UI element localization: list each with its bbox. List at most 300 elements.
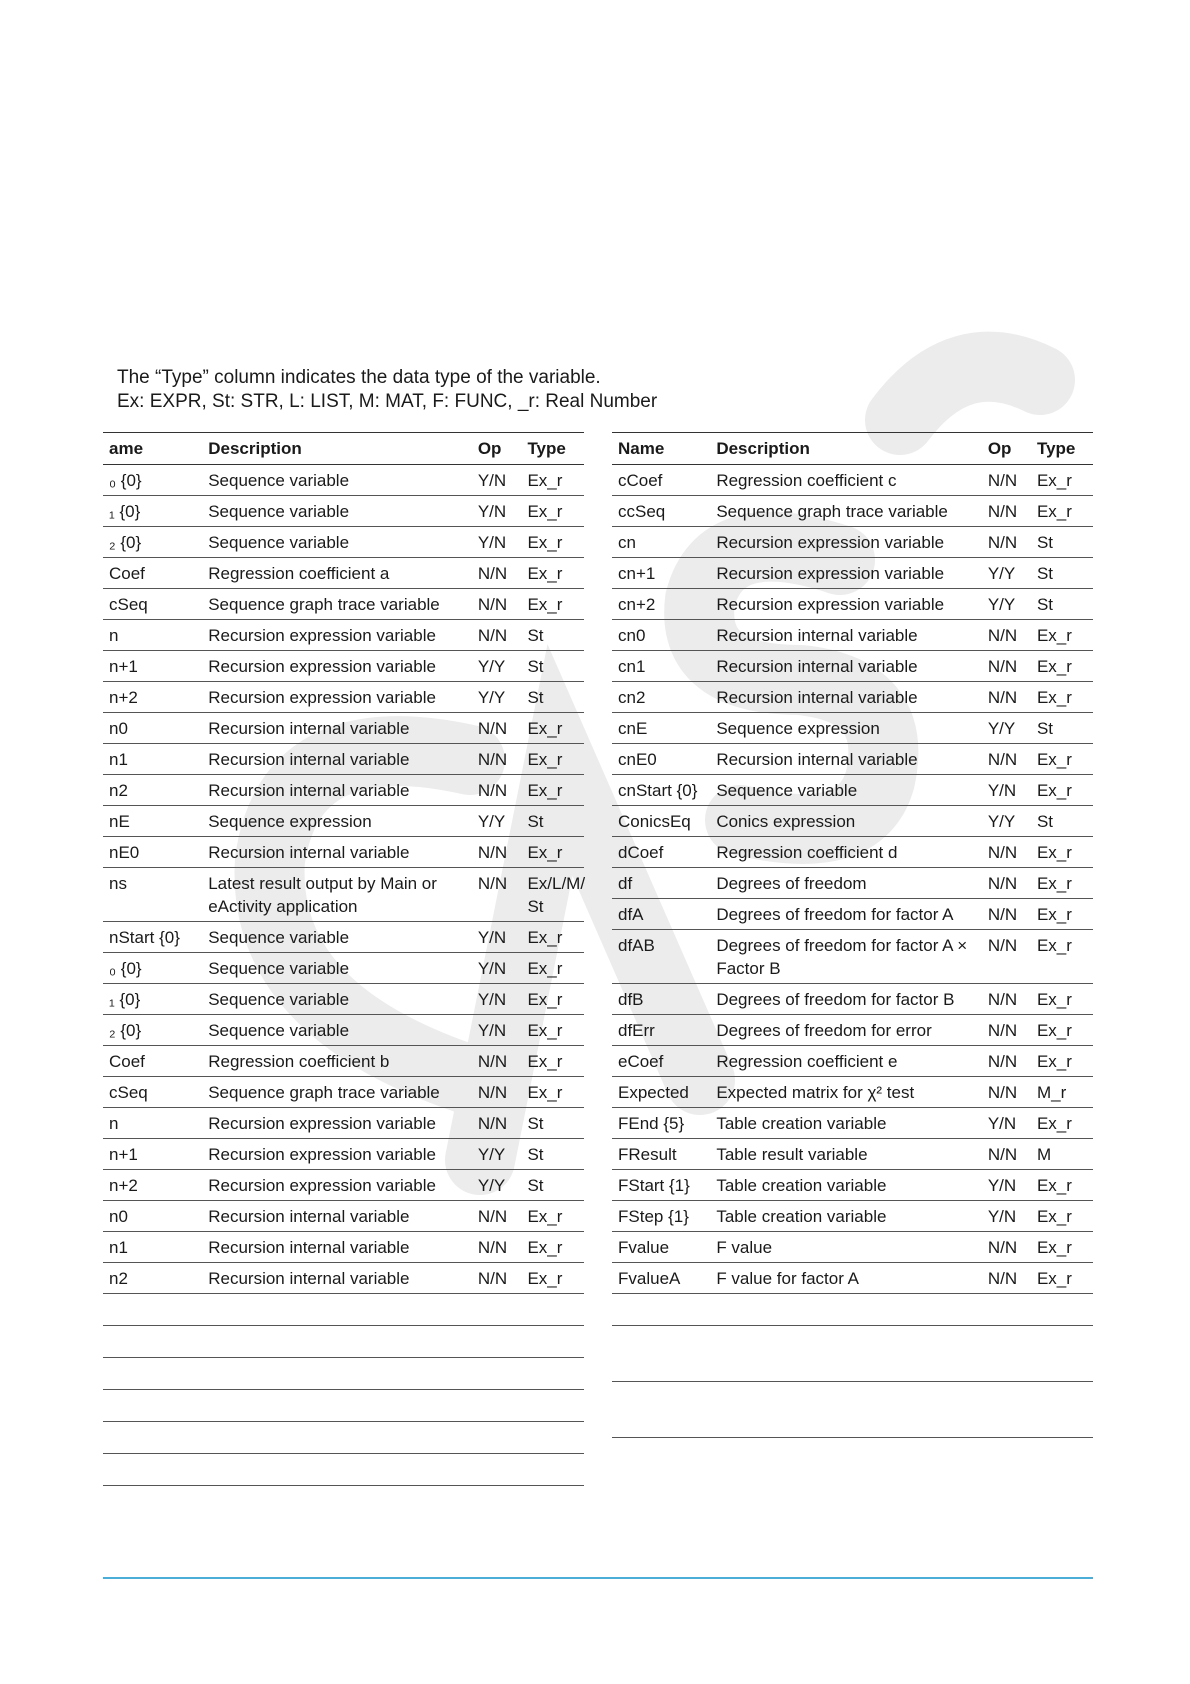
cell-description: Recursion expression variable [202, 620, 472, 651]
table-body [103, 465, 584, 1486]
table-row [612, 1015, 1093, 1046]
cell-name: Expected [612, 1077, 710, 1108]
cell-name: cn1 [612, 651, 710, 682]
header-op: Op [982, 433, 1031, 465]
cell-name: cn+1 [612, 558, 710, 589]
cell-op: N/N [982, 1015, 1031, 1046]
cell-type: Ex_r [1031, 837, 1093, 868]
cell-type: Ex_r [1031, 1015, 1093, 1046]
variables-table-right [612, 432, 1093, 1438]
table-row [103, 1263, 584, 1294]
table-row [612, 837, 1093, 868]
cell-op: N/N [472, 744, 522, 775]
cell-op: N/N [472, 589, 522, 620]
empty-row [103, 1294, 584, 1326]
table-row [103, 1108, 584, 1139]
cell-op: N/N [982, 744, 1031, 775]
cell-name: n2 [103, 1263, 202, 1294]
cell-op: Y/Y [472, 1170, 522, 1201]
cell-op: N/N [982, 527, 1031, 558]
cell-op: N/N [472, 1263, 522, 1294]
cell-type: Ex_r [1031, 1170, 1093, 1201]
empty-cell [202, 1390, 472, 1422]
cell-op: N/N [472, 1201, 522, 1232]
empty-cell [521, 1326, 584, 1358]
table-row [103, 496, 584, 527]
cell-type: St [521, 620, 584, 651]
cell-description: Sequence variable [202, 922, 472, 953]
cell-name: df [612, 868, 710, 899]
table-row [103, 1232, 584, 1263]
cell-op: Y/N [982, 775, 1031, 806]
cell-name: dfA [612, 899, 710, 930]
cell-name: FStep {1} [612, 1201, 710, 1232]
cell-name: Coef [103, 558, 202, 589]
table-row [103, 1170, 584, 1201]
cell-name: n+1 [103, 651, 202, 682]
cell-name: n2 [103, 775, 202, 806]
cell-op: Y/N [472, 496, 522, 527]
empty-cell [1031, 1294, 1093, 1326]
cell-name: ccSeq [612, 496, 710, 527]
cell-type: St [521, 682, 584, 713]
table-row [612, 1108, 1093, 1139]
cell-name: FvalueA [612, 1263, 710, 1294]
table-row [612, 930, 1093, 984]
cell-type: St [1031, 558, 1093, 589]
cell-name: n [103, 1108, 202, 1139]
empty-row [103, 1422, 584, 1454]
cell-description: Sequence graph trace variable [202, 1077, 472, 1108]
cell-description: Sequence variable [202, 1015, 472, 1046]
cell-description: Recursion expression variable [710, 527, 981, 558]
cell-description: Recursion internal variable [202, 713, 472, 744]
cell-op: Y/N [472, 465, 522, 496]
empty-cell [472, 1294, 522, 1326]
empty-cell [521, 1294, 584, 1326]
empty-cell [1031, 1382, 1093, 1438]
cell-description: F value for factor A [710, 1263, 981, 1294]
cell-op: N/N [982, 1077, 1031, 1108]
cell-op: N/N [472, 1077, 522, 1108]
cell-op: N/N [982, 682, 1031, 713]
cell-op: N/N [982, 930, 1031, 984]
cell-type: Ex_r [1031, 984, 1093, 1015]
table-row [103, 620, 584, 651]
cell-type: St [521, 1108, 584, 1139]
table-row [612, 1232, 1093, 1263]
cell-name: Fvalue [612, 1232, 710, 1263]
cell-type: Ex_r [521, 465, 584, 496]
cell-op: N/N [472, 558, 522, 589]
cell-op: N/N [472, 775, 522, 806]
cell-name: cn [612, 527, 710, 558]
table-row [612, 620, 1093, 651]
empty-cell [103, 1294, 202, 1326]
cell-description: Regression coefficient a [202, 558, 472, 589]
cell-type: Ex_r [1031, 930, 1093, 984]
table-row [612, 1170, 1093, 1201]
cell-type: M [1031, 1139, 1093, 1170]
empty-cell [710, 1326, 981, 1382]
empty-row [103, 1358, 584, 1390]
cell-type: Ex_r [521, 1263, 584, 1294]
table-row [103, 1015, 584, 1046]
cell-type: Ex_r [521, 1232, 584, 1263]
cell-type: Ex_r [1031, 651, 1093, 682]
table-body [612, 465, 1093, 1438]
cell-type: Ex_r [521, 953, 584, 984]
cell-name: FResult [612, 1139, 710, 1170]
cell-name: n0 [103, 1201, 202, 1232]
header-type: Type [521, 433, 584, 465]
cell-description: Recursion internal variable [710, 620, 981, 651]
cell-description: Recursion internal variable [202, 1263, 472, 1294]
table-row [612, 1139, 1093, 1170]
table-row [612, 775, 1093, 806]
cell-description: Sequence variable [710, 775, 981, 806]
cell-type: Ex_r [521, 744, 584, 775]
table-header-row [103, 433, 584, 465]
table-row [103, 589, 584, 620]
cell-description: Recursion expression variable [710, 558, 981, 589]
cell-op: Y/Y [982, 806, 1031, 837]
cell-description: Recursion expression variable [202, 682, 472, 713]
table-row [103, 922, 584, 953]
cell-description: Recursion internal variable [202, 775, 472, 806]
cell-name: n [103, 620, 202, 651]
cell-op: Y/Y [472, 806, 522, 837]
cell-type: Ex_r [521, 589, 584, 620]
cell-name: ₁ {0} [103, 984, 202, 1015]
cell-op: N/N [982, 868, 1031, 899]
empty-cell [103, 1422, 202, 1454]
empty-cell [472, 1422, 522, 1454]
empty-cell [202, 1454, 472, 1486]
cell-op: N/N [472, 837, 522, 868]
header-name: Name [612, 433, 710, 465]
table-row [612, 558, 1093, 589]
empty-cell [982, 1326, 1031, 1382]
empty-cell [1031, 1326, 1093, 1382]
empty-row [103, 1454, 584, 1486]
cell-description: Table creation variable [710, 1108, 981, 1139]
cell-type: St [521, 806, 584, 837]
cell-name: n+2 [103, 682, 202, 713]
cell-op: Y/Y [472, 651, 522, 682]
table-row [612, 984, 1093, 1015]
header-op: Op [472, 433, 522, 465]
cell-op: Y/Y [982, 589, 1031, 620]
cell-description: Recursion internal variable [710, 682, 981, 713]
cell-op: Y/Y [472, 682, 522, 713]
cell-op: Y/Y [982, 713, 1031, 744]
table-row [612, 651, 1093, 682]
cell-description: Recursion internal variable [202, 1232, 472, 1263]
intro-line-type-legend: Ex: EXPR, St: STR, L: LIST, M: MAT, F: FUNC, _r: Real Number [117, 391, 658, 412]
table-row [612, 806, 1093, 837]
cell-description: Sequence graph trace variable [202, 589, 472, 620]
cell-description: Sequence expression [202, 806, 472, 837]
cell-type: Ex_r [521, 922, 584, 953]
cell-type: St [521, 1170, 584, 1201]
table-header-row [612, 433, 1093, 465]
cell-description: Degrees of freedom [710, 868, 981, 899]
empty-row [612, 1382, 1093, 1438]
cell-description: Table creation variable [710, 1201, 981, 1232]
cell-type: Ex_r [1031, 1108, 1093, 1139]
cell-op: Y/N [982, 1170, 1031, 1201]
table-row [103, 1139, 584, 1170]
cell-description: Recursion internal variable [710, 744, 981, 775]
cell-op: Y/N [982, 1201, 1031, 1232]
cell-name: ₂ {0} [103, 527, 202, 558]
cell-type: Ex_r [1031, 496, 1093, 527]
cell-type: Ex_r [1031, 1263, 1093, 1294]
cell-name: cnE [612, 713, 710, 744]
cell-type: Ex_r [1031, 620, 1093, 651]
cell-name: cSeq [103, 1077, 202, 1108]
cell-description: Recursion expression variable [202, 1139, 472, 1170]
cell-type: Ex_r [521, 527, 584, 558]
empty-cell [982, 1382, 1031, 1438]
cell-op: N/N [472, 1232, 522, 1263]
cell-type: Ex_r [1031, 1232, 1093, 1263]
cell-op: N/N [982, 837, 1031, 868]
cell-type: Ex_r [521, 1015, 584, 1046]
table-row [612, 1263, 1093, 1294]
cell-op: N/N [982, 620, 1031, 651]
cell-name: cCoef [612, 465, 710, 496]
cell-op: N/N [472, 1108, 522, 1139]
table-row [103, 953, 584, 984]
cell-type: Ex_r [1031, 682, 1093, 713]
empty-cell [612, 1382, 710, 1438]
empty-cell [982, 1294, 1031, 1326]
cell-description: Recursion expression variable [202, 1170, 472, 1201]
cell-name: eCoef [612, 1046, 710, 1077]
empty-cell [202, 1358, 472, 1390]
empty-cell [103, 1358, 202, 1390]
table-row [103, 1077, 584, 1108]
header-type: Type [1031, 433, 1093, 465]
cell-type: St [1031, 806, 1093, 837]
cell-type: Ex/L/M/ St [521, 868, 584, 922]
empty-cell [710, 1382, 981, 1438]
cell-type: Ex_r [521, 558, 584, 589]
cell-op: N/N [982, 496, 1031, 527]
cell-description: Recursion internal variable [202, 837, 472, 868]
cell-description: Degrees of freedom for error [710, 1015, 981, 1046]
cell-type: M_r [1031, 1077, 1093, 1108]
table-row [103, 713, 584, 744]
cell-type: St [521, 651, 584, 682]
cell-op: N/N [982, 899, 1031, 930]
table-row [103, 558, 584, 589]
cell-name: dfErr [612, 1015, 710, 1046]
table-row [103, 744, 584, 775]
cell-op: Y/N [472, 984, 522, 1015]
cell-description: Table result variable [710, 1139, 981, 1170]
cell-name: n+1 [103, 1139, 202, 1170]
cell-description: Recursion expression variable [202, 1108, 472, 1139]
cell-description: Recursion internal variable [202, 744, 472, 775]
cell-description: Sequence variable [202, 527, 472, 558]
cell-op: N/N [472, 620, 522, 651]
empty-cell [202, 1326, 472, 1358]
empty-cell [710, 1294, 981, 1326]
cell-name: dCoef [612, 837, 710, 868]
table-row [612, 744, 1093, 775]
cell-op: N/N [982, 1232, 1031, 1263]
cell-op: N/N [982, 984, 1031, 1015]
table-row [612, 465, 1093, 496]
cell-name: cn+2 [612, 589, 710, 620]
cell-description: Sequence variable [202, 984, 472, 1015]
table-row [103, 682, 584, 713]
cell-op: Y/N [472, 527, 522, 558]
header-description: Description [710, 433, 981, 465]
cell-type: St [521, 1139, 584, 1170]
cell-type: Ex_r [1031, 744, 1093, 775]
footer-rule [103, 1577, 1093, 1579]
cell-name: cn0 [612, 620, 710, 651]
cell-type: Ex_r [521, 1077, 584, 1108]
empty-cell [612, 1294, 710, 1326]
cell-description: Regression coefficient d [710, 837, 981, 868]
empty-cell [202, 1294, 472, 1326]
empty-row [103, 1390, 584, 1422]
cell-op: Y/N [472, 953, 522, 984]
cell-op: N/N [982, 1263, 1031, 1294]
cell-description: Regression coefficient c [710, 465, 981, 496]
table-row [612, 713, 1093, 744]
empty-cell [103, 1454, 202, 1486]
cell-description: Degrees of freedom for factor A × Factor B [710, 930, 981, 984]
table-row [103, 465, 584, 496]
table-row [612, 1046, 1093, 1077]
cell-type: Ex_r [1031, 1201, 1093, 1232]
table-row [103, 1046, 584, 1077]
cell-description: Regression coefficient e [710, 1046, 981, 1077]
empty-cell [103, 1326, 202, 1358]
cell-op: Y/N [472, 1015, 522, 1046]
cell-description: Conics expression [710, 806, 981, 837]
table-row [103, 527, 584, 558]
cell-description: Sequence variable [202, 465, 472, 496]
intro-line-type-column: The “Type” column indicates the data type of the variable. [117, 367, 601, 388]
cell-op: N/N [472, 1046, 522, 1077]
cell-name: cnStart {0} [612, 775, 710, 806]
cell-name: ConicsEq [612, 806, 710, 837]
empty-cell [521, 1390, 584, 1422]
empty-cell [103, 1390, 202, 1422]
cell-description: F value [710, 1232, 981, 1263]
table-row [612, 868, 1093, 899]
cell-op: N/N [982, 651, 1031, 682]
cell-description: Table creation variable [710, 1170, 981, 1201]
cell-description: Recursion expression variable [710, 589, 981, 620]
cell-description: Recursion internal variable [710, 651, 981, 682]
cell-type: Ex_r [521, 713, 584, 744]
empty-cell [521, 1454, 584, 1486]
cell-name: n0 [103, 713, 202, 744]
empty-cell [472, 1454, 522, 1486]
cell-description: Recursion internal variable [202, 1201, 472, 1232]
cell-op: N/N [982, 1046, 1031, 1077]
cell-name: ₁ {0} [103, 496, 202, 527]
header-name: ame [103, 433, 202, 465]
empty-row [612, 1326, 1093, 1382]
empty-cell [521, 1358, 584, 1390]
cell-type: Ex_r [521, 1201, 584, 1232]
cell-name: cnE0 [612, 744, 710, 775]
table-row [103, 651, 584, 682]
empty-cell [472, 1390, 522, 1422]
cell-name: FStart {1} [612, 1170, 710, 1201]
empty-cell [612, 1326, 710, 1382]
cell-description: Sequence variable [202, 496, 472, 527]
table-row [612, 589, 1093, 620]
cell-op: Y/Y [472, 1139, 522, 1170]
cell-name: n1 [103, 744, 202, 775]
table-row [612, 682, 1093, 713]
cell-description: Recursion expression variable [202, 651, 472, 682]
cell-type: St [1031, 713, 1093, 744]
cell-description: Degrees of freedom for factor A [710, 899, 981, 930]
cell-description: Sequence expression [710, 713, 981, 744]
cell-type: Ex_r [1031, 899, 1093, 930]
table-row [103, 775, 584, 806]
cell-name: cn2 [612, 682, 710, 713]
cell-name: Coef [103, 1046, 202, 1077]
cell-type: St [1031, 589, 1093, 620]
table-row [103, 868, 584, 922]
cell-name: FEnd {5} [612, 1108, 710, 1139]
cell-name: ₂ {0} [103, 1015, 202, 1046]
cell-type: Ex_r [521, 496, 584, 527]
table-row [612, 496, 1093, 527]
cell-name: ns [103, 868, 202, 922]
cell-name: n+2 [103, 1170, 202, 1201]
empty-cell [472, 1326, 522, 1358]
cell-type: Ex_r [1031, 775, 1093, 806]
cell-op: N/N [982, 1139, 1031, 1170]
table-row [612, 899, 1093, 930]
empty-cell [521, 1422, 584, 1454]
cell-description: Latest result output by Main or eActivity application [202, 868, 472, 922]
table-row [612, 1077, 1093, 1108]
cell-type: Ex_r [521, 775, 584, 806]
table-row [612, 1201, 1093, 1232]
intro-text [117, 366, 657, 414]
cell-description: Expected matrix for χ² test [710, 1077, 981, 1108]
cell-name: n1 [103, 1232, 202, 1263]
cell-type: St [1031, 527, 1093, 558]
cell-type: Ex_r [521, 984, 584, 1015]
cell-description: Sequence variable [202, 953, 472, 984]
cell-op: N/N [472, 868, 522, 922]
cell-type: Ex_r [1031, 868, 1093, 899]
header-description: Description [202, 433, 472, 465]
empty-row [103, 1326, 584, 1358]
cell-type: Ex_r [521, 837, 584, 868]
cell-op: Y/Y [982, 558, 1031, 589]
cell-name: dfB [612, 984, 710, 1015]
table-row [103, 984, 584, 1015]
empty-cell [202, 1422, 472, 1454]
cell-op: Y/N [982, 1108, 1031, 1139]
